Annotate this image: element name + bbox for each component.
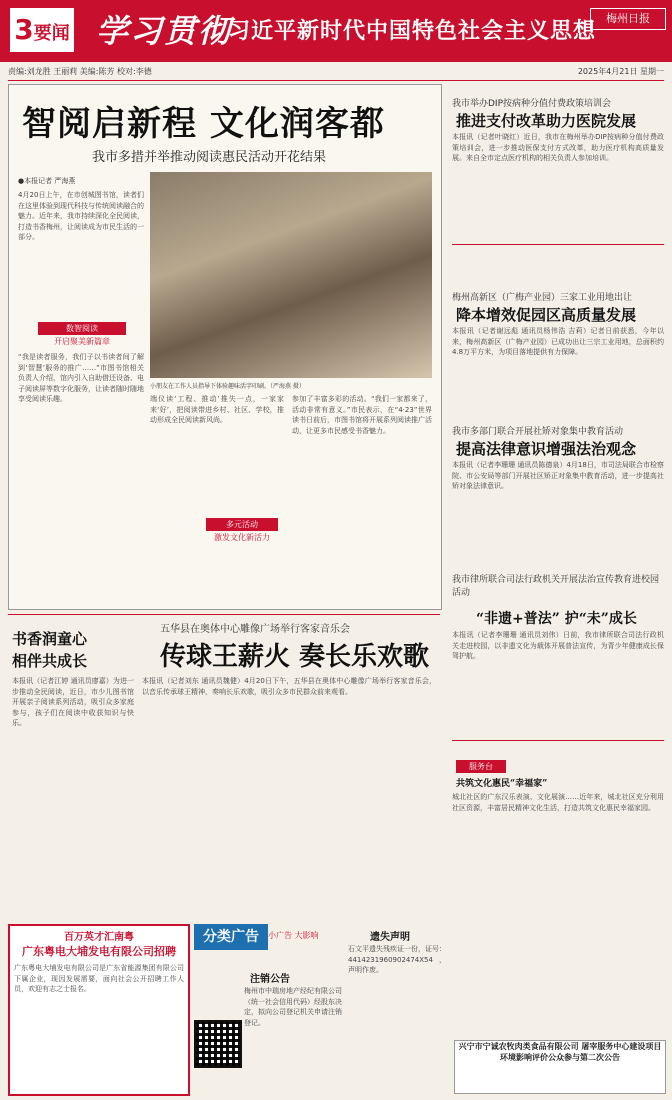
cancel-body: 梅州市中瑞房地产经纪有限公司（统一社会信用代码）经股东决定，拟向公司登记机关申请注销登记。 — [244, 987, 342, 1027]
lead-subhead-1: 数智阅读 — [38, 322, 126, 335]
section-badge — [10, 8, 74, 52]
story3-body: 本报讯（记者刘东 通讯员魏健）4月20日下午，五华县在奥体中心雕像广场举行客家音乐会，以音乐传承球王精神，奏响长乐欢歌，吸引众多市民群众前来观看。 — [142, 677, 436, 696]
right2-kicker: 梅州高新区（广梅产业园）三家工业用地出让 — [452, 293, 633, 303]
story2-body: 本报讯（记者江婷 通讯员廖嘉）为进一步推动全民阅读，近日，市少儿图书馆开展亲子阅读系列活动，吸引众多家庭参与，孩子们在阅读中收获知识与快乐。 — [12, 677, 134, 727]
right2-body: 本报讯（记者谢远彪 通讯员杨伟浩 吉莉）记者日前获悉，今年以来，梅州高新区（广梅产业园）已成功出让三宗工业用地，总面积约4.8万平方米，为项目落地提供有力保障。 — [452, 327, 664, 356]
right3-kicker: 我市多部门联合开展社矫对象集中教育活动 — [452, 427, 624, 437]
right4-title: “非遗+普法” 护“未”成长 — [476, 611, 637, 627]
loss-body: 石文平遗失残疾证一份，证号：4414231960902474X54，声明作废。 — [348, 945, 446, 974]
header-slogan: 习近平新时代中国特色社会主义思想 — [228, 19, 597, 44]
section-name: 要闻 — [33, 23, 70, 44]
service-body: 城北社区的广东汉乐表演、文化展演……近年来，城北社区充分利用社区资源，丰富居民精神文化生活，打造共筑文化惠民幸福家园。 — [452, 793, 664, 812]
page-header — [0, 0, 672, 62]
service-title: 共筑文化惠民“幸福家” — [456, 779, 548, 789]
cancel-title: 注销公告 — [250, 974, 290, 985]
recruit-ad — [8, 924, 190, 1096]
story2-title-line1: 书香润童心 — [12, 630, 88, 648]
lead-body-2: “我是读者服务，我们子以书读者间了解到‘智慧’服务的推广……”市图书馆相关负责人介绍，馆内引入自助借还设备、电子阅读屏等数字化服务，让读者随时随地享受阅读乐趣。 — [18, 353, 144, 403]
lead-subhead-2: 多元活动 — [206, 518, 278, 531]
editor-line — [8, 66, 664, 81]
lead-body-4: 参加了丰富多彩的活动。“我们一家都来了，活动非常有意义。”市民表示，在“4·23”世界读书日前后，市图书馆将开展系列阅读推广活动，让更多市民感受书香魅力。 — [292, 395, 432, 435]
lead-subhead-2b: 激发文化新活力 — [214, 533, 270, 542]
service-divider — [452, 740, 664, 741]
right3-body: 本报讯（记者李珊珊 通讯员陈德泉）4月18日，市司法局联合市检察院、市公安局等部门开展社区矫正对象集中教育活动，进一步提高社矫对象法律意识。 — [452, 461, 664, 490]
mid-divider — [8, 614, 440, 615]
right-divider-1 — [452, 244, 664, 245]
story3-title: 传球王薪火 奏长乐欢歌 — [160, 642, 430, 672]
classified-slogan: 小广告 大影响 — [268, 931, 319, 940]
page-number: 3 — [14, 13, 34, 46]
right3-title: 提高法律意识增强法治观念 — [456, 440, 637, 458]
recruit-title: 广东粤电大埔发电有限公司招聘 — [22, 945, 176, 958]
service-label: 服务台 — [456, 760, 506, 773]
editors: 责编:刘龙胜 王丽莉 美编:陈芳 校对:李德 — [8, 67, 152, 76]
story3-kicker: 五华县在奥体中心雕像广场举行客家音乐会 — [160, 624, 350, 635]
bottom-notice: 兴宁市宁诚农牧肉类食品有限公司 屠宰服务中心建设项目环境影响评价公众参与第二次公告 — [454, 1040, 666, 1094]
lead-body-3: 端仪读‘工程、推动’推失一点，一家家来‘好’，把阅读带进乡村、社区、学校，推动形成全民阅读新风尚。 — [150, 395, 284, 424]
right1-title: 推进支付改革助力医院发展 — [456, 112, 637, 130]
right4-kicker: 我市律所联合司法行政机关开展法治宣传教育进校园活动 — [452, 575, 660, 598]
lead-title: 智阅启新程 文化润客都 — [22, 104, 385, 144]
newspaper-logo: 梅州日报 — [590, 8, 666, 30]
column-title: 学习贯彻 — [96, 12, 233, 50]
qr-code — [194, 1020, 242, 1068]
right1-body: 本报讯（记者叶晓红）近日，我市在梅州举办DIP按病种分值付费政策培训会，进一步推动医保支付方式改革，助力医疗机构高质量发展。来自全市定点医疗机构的相关负责人参加培训。 — [452, 133, 664, 162]
recruit-body: 广东粤电大埔发电有限公司是广东省能源集团有限公司下属企业，现因发展需要，面向社会公开招聘工作人员，欢迎有志之士报名。 — [14, 964, 184, 993]
lead-subhead-1b: 开启聚美新篇章 — [54, 337, 110, 346]
right2-title: 降本增效促园区高质量发展 — [456, 306, 637, 324]
lead-photo — [150, 172, 432, 378]
loss-title: 遗失声明 — [370, 932, 410, 943]
right1-kicker: 我市举办DIP按病种分值付费政策培训会 — [452, 99, 612, 109]
right4-body: 本报讯（记者李珊珊 通讯员刘伟）日前，我市律所联合司法行政机关走进校园，以非遗文化为载体开展普法宣传，为青少年健康成长保驾护航。 — [452, 631, 664, 660]
story2-title-line2: 相伴共成长 — [12, 652, 88, 670]
lead-byline: ●本报记者 严海燕 — [18, 177, 76, 185]
issue-date: 2025年4月21日 星期一 — [577, 67, 664, 76]
lead-subtitle: 我市多措并举推动阅读惠民活动开花结果 — [92, 150, 327, 165]
recruit-kicker: 百万英才汇南粤 — [64, 932, 134, 943]
story2-title — [12, 628, 124, 672]
classified-banner: 分类广告 — [194, 924, 268, 950]
lead-photo-caption: 小朋友在工作人员指导下体验趣味活字印刷。（严海燕 摄） — [150, 383, 305, 390]
lead-body-1: 4月20日上午，在市创城图书馆，读者们在这里体验到现代科技与传统阅读融合的魅力。近年来，我市持续深化全民阅读，打造书香梅州，让阅读成为市民生活的一部分。 — [18, 191, 144, 241]
